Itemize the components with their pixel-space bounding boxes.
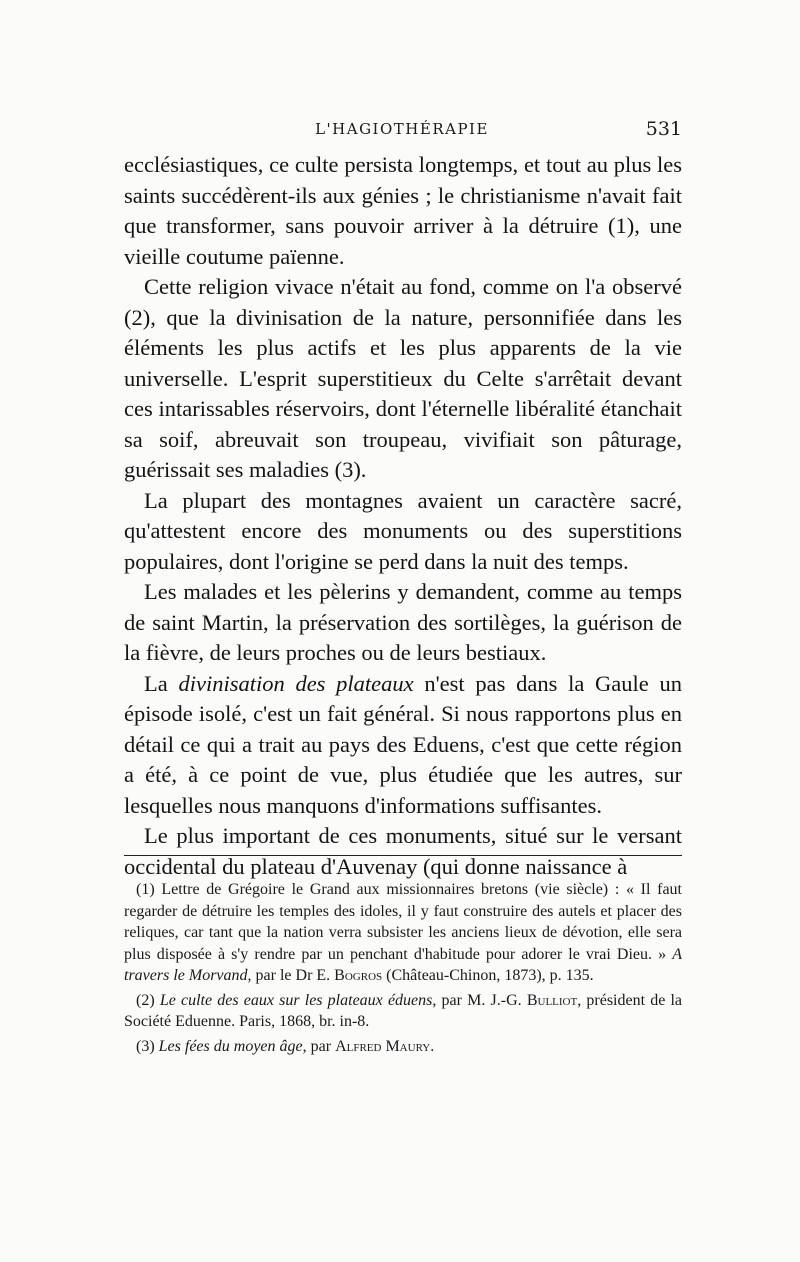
paragraph: La plupart des montagnes avaient un caractère sacré, qu'attestent encore des monuments ou des superstitions populaires, dont l'origine se perd dans la nuit des temps. — [124, 487, 682, 574]
paragraph — [124, 669, 682, 822]
text-run: (2) — [136, 991, 160, 1009]
text-run: , par — [302, 1037, 336, 1055]
text-run: , par M. J.-G. — [432, 991, 527, 1009]
text-run: , président de la Société Eduenne. Paris, 1868, br. in-8. — [124, 991, 683, 1030]
text-run: La — [144, 670, 179, 696]
page-header — [122, 118, 682, 146]
paragraph: Les malades et les pèlerins y demandent, comme au temps de saint Martin, la préservation des sortilèges, la guérison de la fièvre, de leurs proches ou de leurs bestiaux. — [124, 579, 682, 665]
page-number: 531 — [645, 118, 682, 140]
text-run: . — [430, 1037, 435, 1055]
text-run: (3) — [136, 1037, 159, 1055]
text-run: (Château-Chinon, 1873), p. 135. — [382, 967, 594, 984]
author-name: Bulliot — [526, 991, 578, 1009]
paragraph: Cette religion vivace n'était au fond, comme on l'a observé (2), que la divinisation de la nature, personnifiée dans les éléments les plus actifs et les plus apparents de la vie universelle. L'esprit superstitieux du Celte s'arrêtait devant ces intarissables réservoirs, dont l'éternelle libéralité étanchait sa soif, abreuvait son troupeau, vivifiait son pâturage, guérissait ses maladies (3). — [124, 274, 682, 482]
text-run: , par le Dr E. — [247, 967, 335, 984]
footnote-2 — [124, 990, 682, 1033]
author-name: Alfred Maury — [335, 1037, 431, 1055]
main-text — [124, 150, 682, 882]
italic-title: Le culte des eaux sur les plateaux éduens — [159, 991, 433, 1009]
footnote-separator — [124, 855, 682, 856]
footnote-3 — [124, 1036, 682, 1058]
text-run: (1) Lettre de Grégoire le Grand aux missionnaires bretons (vie siècle) : « Il faut regarder de détruire les temples des idoles, il y faut construire des autels et placer des reliques, car tant que la nation verra subsister les anciens lieux de dévotion, elle sera plus disposée à s'y rendre par un penchant d'habitude pour adorer le vrai Dieu. » — [124, 881, 682, 963]
italic-phrase: divinisation des plateaux — [178, 670, 414, 696]
paragraph: Le plus important de ces monuments, situé sur le versant occidental du plateau d'Auvenay (qui donne naissance à — [124, 823, 682, 879]
paragraph-continued: ecclésiastiques, ce culte persista longtemps, et tout au plus les saints succédèrent-ils aux génies ; le christianisme n'avait fait que transformer, sans pouvoir arriver à la détruire (1), une vieille coutume païenne. — [124, 152, 682, 269]
footnote-1 — [124, 879, 682, 987]
author-name: Bogros — [334, 967, 383, 984]
italic-title: A travers le Morvand — [124, 945, 682, 984]
footnotes — [124, 879, 682, 1060]
text-run: n'est pas dans la Gaule un épisode isolé, c'est un fait général. Si nous rapportons plus en détail ce qui a trait au pays des Eduens, c'est que cette région a été, à ce point de vue, plus étudiée que les autres, sur lesquelles nous manquons d'informations suffisantes. — [124, 670, 682, 818]
running-title: L'HAGIOTHÉRAPIE — [315, 120, 489, 138]
italic-title: Les fées du moyen âge — [158, 1037, 303, 1055]
